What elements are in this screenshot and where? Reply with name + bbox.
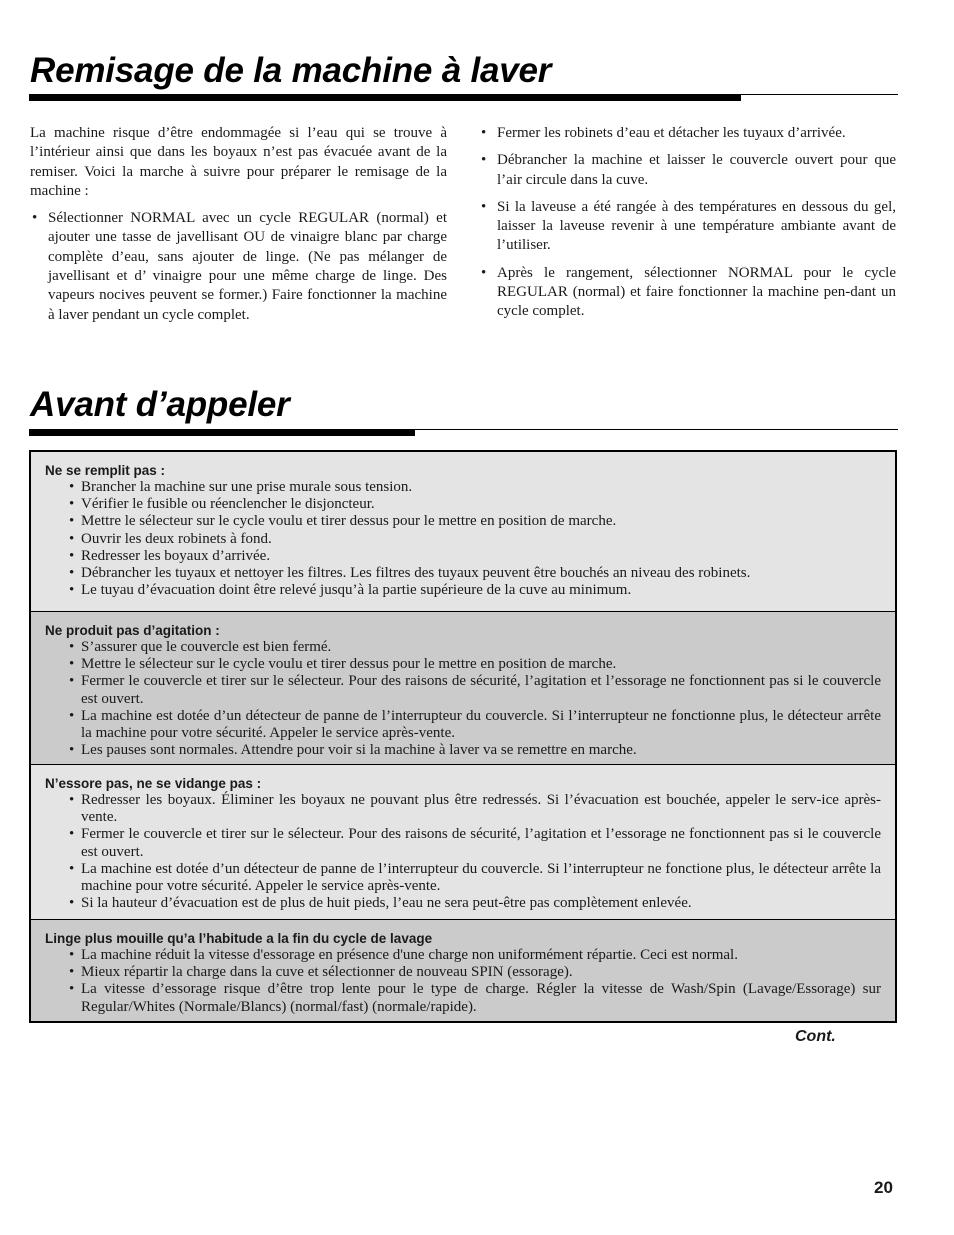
page-number: 20 [874, 1178, 893, 1197]
problem-list [45, 639, 881, 759]
continued-label: Cont. [795, 1028, 836, 1045]
list-item: • Débrancher les tuyaux et nettoyer les filtres. Les filtres des tuyaux peuvent être bouchés an niveau des robinets. [81, 565, 881, 582]
problem-title: N’essore pas, ne se vidange pas : [45, 776, 262, 791]
title-rule-accent [29, 95, 741, 101]
storage-bullet: • Débrancher la machine et laisser le couvercle ouvert pour que l’air circule dans la cuve. [479, 151, 896, 190]
list-item: • Redresser les boyaux d’arrivée. [81, 548, 881, 565]
list-item: • Vérifier le fusible ou réenclencher le disjoncteur. [81, 496, 881, 513]
problem-wet-laundry [31, 919, 895, 1021]
list-item: • Fermer le couvercle et tirer sur le sélecteur. Pour des raisons de sécurité, l’agitation et l’essorage ne fonctionnent pas si le couvercle est ouvert. [81, 826, 881, 860]
storage-right-column [479, 124, 896, 330]
storage-left-list [30, 209, 447, 325]
list-item: • Mieux répartir la charge dans la cuve et sélectionner de nouveau SPIN (essorage). [81, 964, 881, 981]
list-item: • Si la hauteur d’évacuation est de plus de huit pieds, l’eau ne sera peut-être pas complètement enlevée. [81, 895, 881, 912]
problem-no-fill [31, 452, 895, 611]
list-item: • La vitesse d’essorage risque d’être trop lente pour le type de charge. Régler la vitesse de Wash/Spin (Lavage/Essorage) sur Regular/Whites (Normale/Blancs) (normal/fast) (normale/rapide). [81, 981, 881, 1015]
problem-list [45, 479, 881, 599]
list-item: • Fermer le couvercle et tirer sur le sélecteur. Pour des raisons de sécurité, l’agitation et l’essorage ne fonctionnent pas si le couvercle est ouvert. [81, 673, 881, 707]
problem-title: Linge plus mouille qu’a l’habitude a la fin du cycle de lavage [45, 931, 433, 946]
problem-title: Ne produit pas d’agitation : [45, 623, 220, 638]
list-item: • La machine réduit la vitesse d'essorage en présence d'une charge non uniformément répartie. Ceci est normal. [81, 947, 881, 964]
list-item: • Mettre le sélecteur sur le cycle voulu et tirer dessus pour le mettre en position de marche. [81, 513, 881, 530]
problem-title: Ne se remplit pas : [45, 463, 166, 478]
page-title: Remisage de la machine à laver [30, 51, 552, 90]
list-item: • Mettre le sélecteur sur le cycle voulu et tirer dessus pour le mettre en position de marche. [81, 656, 881, 673]
storage-intro: La machine risque d’être endommagée si l’eau qui se trouve à l’intérieur ainsi que dans les boyaux n’est pas évacuée avant de la remiser. Voici la marche à suivre pour préparer le remisage de la machine : [30, 125, 447, 199]
storage-bullet: • Si la laveuse a été rangée à des températures en dessous du gel, laisser la laveuse revenir à une température ambiante avant de l’utiliser. [479, 198, 896, 256]
list-item: • Brancher la machine sur une prise murale sous tension. [81, 479, 881, 496]
list-item: • La machine est dotée d’un détecteur de panne de l’interrupteur du couvercle. Si l’interrupteur ne fonctionne plus, le détecteur arrête la machine pour votre sécurité. Appeler le service après-vente. [81, 708, 881, 742]
list-item: • S’assurer que le couvercle est bien fermé. [81, 639, 881, 656]
list-item: • Les pauses sont normales. Attendre pour voir si la machine à laver va se remettre en marche. [81, 742, 881, 759]
section-title: Avant d’appeler [30, 385, 290, 424]
problem-list [45, 947, 881, 1016]
list-item: • Ouvrir les deux robinets à fond. [81, 531, 881, 548]
storage-bullet: • Après le rangement, sélectionner NORMAL pour le cycle REGULAR (normal) et faire fonctionner la machine pen-dant un cycle complet. [479, 264, 896, 322]
list-item: • Redresser les boyaux. Éliminer les boyaux ne pouvant plus être redressés. Si l’évacuation est bouchée, appeler le serv-ice après-vente. [81, 792, 881, 826]
list-item: • Le tuyau d’évacuation doint être relevé jusqu’à la partie supérieure de la cuve au minimum. [81, 582, 881, 599]
storage-bullet: • Fermer les robinets d’eau et détacher les tuyaux d’arrivée. [479, 124, 896, 143]
problem-no-agitation [31, 611, 895, 764]
storage-left-column [30, 124, 447, 333]
storage-right-list [479, 124, 896, 322]
list-item: • La machine est dotée d’un détecteur de panne de l’interrupteur du couvercle. Si l’interrupteur ne fonctione plus, le détecteur arrête la machine pour votre sécurité. Appeler le service après-vente. [81, 861, 881, 895]
problem-list [45, 792, 881, 912]
section-rule-accent [29, 430, 415, 436]
problem-no-spin [31, 764, 895, 919]
troubleshooting-table [29, 450, 897, 1023]
storage-bullet: • Sélectionner NORMAL avec un cycle REGULAR (normal) et ajouter une tasse de javellisant OU de vinaigre blanc par charge complète d’eau, sans ajouter de linge. (Ne pas mélanger de javellisant et d’ vinaigre pour une même charge de linge. Des vapeurs nocives peuvent se former.) Faire fonctionner la machine à laver pendant un cycle complet. [30, 209, 447, 325]
